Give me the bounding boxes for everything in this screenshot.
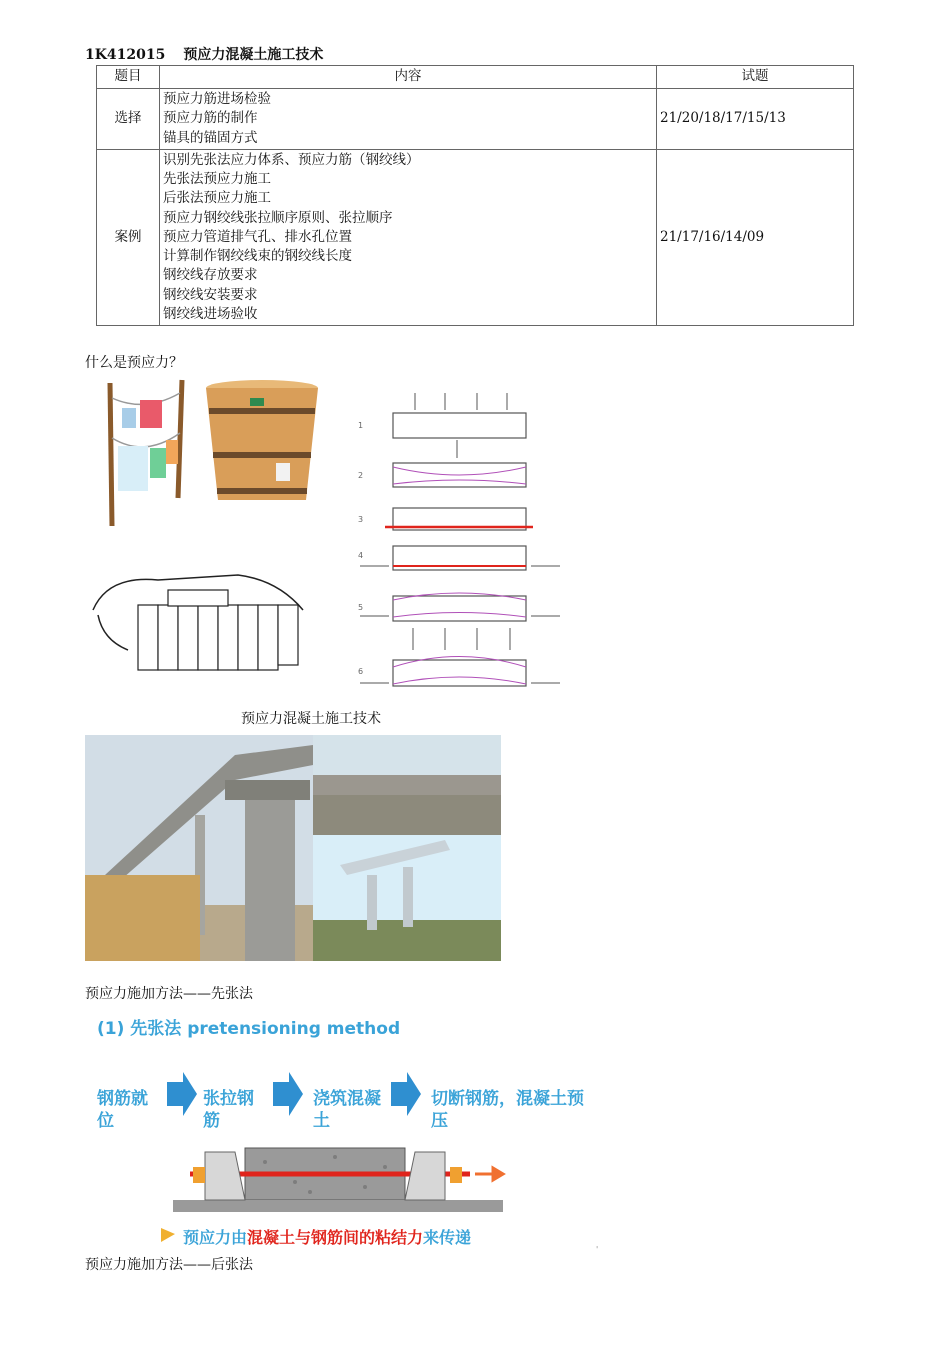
row-years: 21/20/18/17/15/13 — [657, 89, 854, 150]
step-tension-steel: 张拉钢 — [203, 1089, 254, 1109]
content-item: 锚具的锚固方式 — [163, 129, 258, 146]
header-content: 内容 — [160, 66, 657, 89]
casting-bed — [173, 1200, 503, 1212]
step-label: 5 — [358, 603, 364, 612]
table-row — [97, 89, 854, 150]
bridge-photo-collage — [85, 735, 501, 961]
page-heading — [85, 44, 323, 64]
heading-title: 预应力混凝土施工技术 — [183, 47, 324, 63]
svg-text:位: 位 — [97, 1111, 114, 1131]
pretension-steps — [96, 1072, 584, 1131]
stray-mark: ' — [596, 1245, 599, 1254]
clothesline-illustration — [100, 378, 195, 528]
content-item: 钢绞线安装要求 — [163, 286, 258, 303]
section-pretension: 预应力施加方法——先张法 — [85, 986, 253, 1002]
content-item: 预应力钢绞线张拉顺序原则、张拉顺序 — [163, 209, 393, 226]
svg-text:筋: 筋 — [203, 1111, 220, 1131]
content-item: 先张法预应力施工 — [163, 171, 271, 188]
table-header-row — [97, 66, 854, 89]
content-item: 钢绞线进场验收 — [163, 305, 258, 322]
heading-code: 1K412015 — [85, 47, 166, 63]
section-posttension: 预应力施加方法——后张法 — [85, 1257, 253, 1273]
books-pressed-illustration — [88, 570, 308, 675]
wooden-bucket-illustration — [200, 378, 325, 508]
header-topic: 题目 — [97, 66, 160, 89]
bridge-caption: 预应力混凝土施工技术 — [241, 711, 381, 727]
pretension-title: (1) 先张法 pretensioning method — [97, 1019, 401, 1039]
content-item: 后张法预应力施工 — [163, 190, 271, 207]
step-arrow-icon — [391, 1072, 421, 1116]
content-item: 识别先张法应力体系、预应力筋（钢绞线） — [163, 152, 420, 169]
step-arrow-icon — [167, 1072, 197, 1116]
section-what-is-prestress: 什么是预应力？ — [85, 355, 183, 371]
step-place-steel: 钢筋就 — [97, 1089, 148, 1109]
row-type: 案例 — [97, 150, 160, 326]
row-years: 21/17/16/14/09 — [657, 150, 854, 326]
step-label: 3 — [358, 515, 364, 524]
beam-prestress-diagram — [355, 388, 570, 693]
row-content — [160, 89, 657, 150]
content-item: 预应力管道排气孔、排水孔位置 — [163, 228, 352, 245]
svg-text:土: 土 — [313, 1111, 330, 1131]
content-item: 预应力筋进场检验 — [163, 91, 271, 108]
step-arrow-icon — [273, 1072, 303, 1116]
step-label: 1 — [358, 421, 364, 430]
header-years: 试题 — [657, 66, 854, 89]
content-item: 计算制作钢绞线束的钢绞线长度 — [163, 248, 352, 265]
content-item: 钢绞线存放要求 — [163, 267, 258, 284]
step-pour-concrete: 浇筑混凝 — [313, 1089, 381, 1109]
row-content — [160, 150, 657, 326]
step-label: 2 — [358, 471, 364, 480]
syllabus-table — [96, 65, 854, 326]
content-item: 预应力筋的制作 — [163, 110, 258, 127]
table-row — [97, 150, 854, 326]
bullet-arrow-icon — [161, 1228, 175, 1242]
svg-text:压: 压 — [431, 1111, 448, 1131]
row-type: 选择 — [97, 89, 160, 150]
tension-arrow-icon — [475, 1168, 503, 1180]
pretension-note: 预应力由混凝土与钢筋间的粘结力来传递 — [183, 1228, 472, 1247]
step-cut-steel: 切断钢筋，混凝土预 — [431, 1089, 584, 1109]
step-label: 4 — [358, 551, 364, 560]
step-label: 6 — [358, 667, 364, 676]
pretension-diagram — [95, 1012, 605, 1252]
